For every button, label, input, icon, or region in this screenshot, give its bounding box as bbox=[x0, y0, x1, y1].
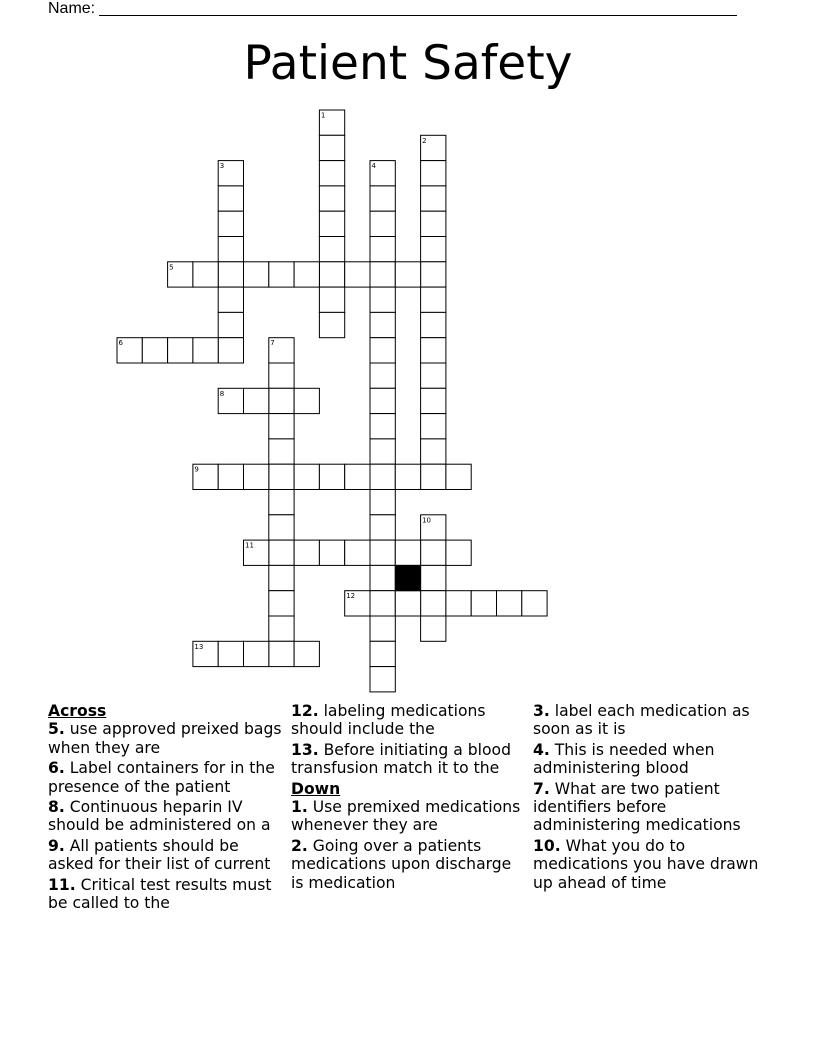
grid-cell[interactable] bbox=[319, 186, 344, 211]
clue-number: 13. bbox=[291, 740, 319, 759]
clue-number-label: 7 bbox=[270, 339, 275, 348]
grid-cell[interactable] bbox=[218, 237, 243, 262]
grid-cell[interactable] bbox=[218, 287, 243, 312]
grid-cell[interactable] bbox=[269, 515, 294, 540]
grid-cell[interactable] bbox=[269, 565, 294, 590]
grid-cell[interactable] bbox=[269, 641, 294, 666]
clues-column-1 bbox=[48, 702, 284, 914]
clue-text: use approved preixed bags when they are bbox=[48, 720, 282, 757]
grid-cell[interactable] bbox=[319, 237, 344, 262]
clue-number: 10. bbox=[533, 836, 561, 855]
grid-cell[interactable] bbox=[370, 262, 395, 287]
down-clue-list bbox=[291, 798, 527, 892]
grid-cell[interactable] bbox=[319, 262, 344, 287]
grid-cell[interactable] bbox=[319, 287, 344, 312]
clue-number-label: 2 bbox=[422, 136, 427, 145]
grid-cell[interactable] bbox=[522, 591, 547, 616]
clue-number: 6. bbox=[48, 759, 65, 778]
clue-item bbox=[533, 837, 763, 892]
clue-item bbox=[533, 702, 763, 739]
clue-text: labeling medications should include the bbox=[291, 702, 486, 739]
grid-cell[interactable] bbox=[395, 591, 420, 616]
grid-cell[interactable] bbox=[370, 565, 395, 590]
grid-cell[interactable] bbox=[421, 414, 446, 439]
clue-text: Before initiating a blood transfusion match it to the bbox=[291, 740, 511, 778]
across-clue-list-continued bbox=[291, 702, 527, 778]
clue-number: 8. bbox=[48, 798, 65, 817]
grid-cell[interactable] bbox=[446, 591, 471, 616]
clue-item bbox=[48, 876, 284, 913]
grid-cell[interactable] bbox=[370, 414, 395, 439]
grid-cell[interactable] bbox=[370, 338, 395, 363]
grid-cell[interactable] bbox=[269, 262, 294, 287]
clue-text: All patients should be asked for their list of current bbox=[48, 836, 271, 874]
grid-cell[interactable] bbox=[421, 616, 446, 641]
grid-cell[interactable] bbox=[370, 211, 395, 236]
grid-cell[interactable] bbox=[421, 464, 446, 489]
grid-cell[interactable] bbox=[319, 161, 344, 186]
clue-number: 9. bbox=[48, 836, 65, 855]
grid-cell[interactable] bbox=[218, 464, 243, 489]
grid-cell[interactable] bbox=[421, 186, 446, 211]
grid-cell[interactable] bbox=[370, 312, 395, 337]
grid-cell[interactable] bbox=[395, 464, 420, 489]
grid-cell[interactable] bbox=[421, 237, 446, 262]
grid-cell[interactable] bbox=[218, 262, 243, 287]
clue-text: Continuous heparin IV should be administered on a bbox=[48, 798, 271, 835]
grid-cell[interactable] bbox=[244, 262, 269, 287]
grid-cell[interactable] bbox=[294, 540, 319, 565]
clue-number: 5. bbox=[48, 720, 65, 739]
grid-cell[interactable] bbox=[370, 515, 395, 540]
clue-item bbox=[48, 720, 284, 757]
clue-item bbox=[48, 759, 284, 796]
grid-cell[interactable] bbox=[193, 338, 218, 363]
grid-cell[interactable] bbox=[370, 667, 395, 692]
clue-text: Critical test results must be called to the bbox=[48, 875, 272, 913]
clue-item bbox=[533, 741, 763, 778]
clues-column-3 bbox=[533, 702, 763, 894]
grid-cell[interactable] bbox=[471, 591, 496, 616]
grid-cell[interactable] bbox=[421, 388, 446, 413]
grid-cell[interactable] bbox=[319, 312, 344, 337]
grid-cell[interactable] bbox=[497, 591, 522, 616]
grid-cell[interactable] bbox=[244, 464, 269, 489]
grid-cell[interactable] bbox=[218, 186, 243, 211]
clues-column-2 bbox=[291, 702, 527, 894]
grid-cell[interactable] bbox=[370, 490, 395, 515]
grid-cell[interactable] bbox=[421, 312, 446, 337]
clue-text: What you do to medications you have drawn up ahead of time bbox=[533, 836, 759, 892]
grid-cell[interactable] bbox=[269, 388, 294, 413]
grid-cell[interactable] bbox=[244, 388, 269, 413]
clue-number: 1. bbox=[291, 798, 308, 817]
grid-cell[interactable] bbox=[370, 186, 395, 211]
clue-item bbox=[291, 798, 527, 835]
grid-cell[interactable] bbox=[269, 439, 294, 464]
grid-cell[interactable] bbox=[421, 439, 446, 464]
grid-cell[interactable] bbox=[370, 287, 395, 312]
grid-cell[interactable] bbox=[269, 464, 294, 489]
grid-cell[interactable] bbox=[421, 591, 446, 616]
grid-cell[interactable] bbox=[421, 211, 446, 236]
grid-cell[interactable] bbox=[269, 363, 294, 388]
clue-text: Use premixed medications whenever they are bbox=[291, 798, 521, 835]
clue-item bbox=[291, 741, 527, 778]
grid-cell[interactable] bbox=[269, 540, 294, 565]
across-heading: Across bbox=[48, 702, 107, 720]
grid-cell[interactable] bbox=[370, 237, 395, 262]
grid-cell[interactable] bbox=[421, 363, 446, 388]
down-clue-list-continued bbox=[533, 702, 763, 892]
clue-number-label: 11 bbox=[245, 541, 254, 550]
clue-number: 4. bbox=[533, 740, 550, 759]
grid-cell[interactable] bbox=[370, 464, 395, 489]
clue-item bbox=[48, 837, 284, 874]
clue-number-label: 12 bbox=[346, 592, 356, 601]
clue-item bbox=[48, 798, 284, 835]
grid-cell[interactable] bbox=[142, 338, 167, 363]
clue-number: 11. bbox=[48, 875, 76, 894]
grid-cell[interactable] bbox=[294, 464, 319, 489]
grid-cell[interactable] bbox=[421, 287, 446, 312]
grid-cell[interactable] bbox=[421, 262, 446, 287]
grid-cell[interactable] bbox=[294, 641, 319, 666]
clue-number-label: 6 bbox=[118, 339, 123, 348]
grid-cell[interactable] bbox=[319, 135, 344, 160]
clue-item bbox=[533, 780, 763, 835]
down-heading: Down bbox=[291, 779, 341, 798]
clue-number-label: 8 bbox=[219, 389, 225, 398]
grid-cell[interactable] bbox=[319, 211, 344, 236]
clue-number-label: 10 bbox=[422, 516, 432, 525]
grid-cell[interactable] bbox=[370, 439, 395, 464]
clue-number-label: 4 bbox=[371, 162, 376, 171]
grid-cell[interactable] bbox=[370, 388, 395, 413]
clue-text: Label containers for in the presence of the patient bbox=[48, 759, 275, 796]
grid-cell[interactable] bbox=[345, 464, 370, 489]
grid-cell[interactable] bbox=[168, 338, 193, 363]
grid-cell[interactable] bbox=[421, 338, 446, 363]
grid-cell[interactable] bbox=[269, 414, 294, 439]
clue-item bbox=[291, 837, 527, 892]
grid-cell[interactable] bbox=[218, 641, 243, 666]
grid-cell[interactable] bbox=[269, 490, 294, 515]
clue-number: 3. bbox=[533, 702, 550, 720]
clue-number-label: 9 bbox=[194, 465, 199, 474]
grid-cell[interactable] bbox=[294, 262, 319, 287]
grid-cell[interactable] bbox=[370, 363, 395, 388]
clue-item bbox=[291, 702, 527, 739]
clue-number: 12. bbox=[291, 702, 319, 720]
grid-cell[interactable] bbox=[421, 161, 446, 186]
grid-cell[interactable] bbox=[421, 565, 446, 590]
grid-cell[interactable] bbox=[319, 464, 344, 489]
clue-number-label: 3 bbox=[219, 162, 225, 171]
grid-cell[interactable] bbox=[345, 262, 370, 287]
grid-cell[interactable] bbox=[193, 262, 218, 287]
grid-cell[interactable] bbox=[269, 616, 294, 641]
clue-number-label: 13 bbox=[194, 642, 204, 651]
grid-cell[interactable] bbox=[345, 540, 370, 565]
grid-cell[interactable] bbox=[370, 616, 395, 641]
grid-cell[interactable] bbox=[370, 591, 395, 616]
clue-number-label: 5 bbox=[169, 263, 174, 272]
grid-cell[interactable] bbox=[446, 540, 471, 565]
clue-text: This is needed when administering blood bbox=[533, 740, 715, 778]
grid-cell[interactable] bbox=[269, 591, 294, 616]
grid-cell[interactable] bbox=[218, 338, 243, 363]
grid-cell[interactable] bbox=[294, 388, 319, 413]
clue-number: 2. bbox=[291, 836, 308, 855]
grid-cell[interactable] bbox=[218, 312, 243, 337]
clue-text: Going over a patients medications upon discharge is medication bbox=[291, 836, 512, 892]
grid-cell[interactable] bbox=[370, 641, 395, 666]
grid-cell[interactable] bbox=[395, 540, 420, 565]
grid-cell[interactable] bbox=[446, 464, 471, 489]
grid-cell[interactable] bbox=[218, 211, 243, 236]
across-clue-list bbox=[48, 720, 284, 912]
clue-number-label: 1 bbox=[320, 111, 326, 120]
page-title: Patient Safety bbox=[243, 36, 573, 91]
grid-cell[interactable] bbox=[319, 540, 344, 565]
grid-cell[interactable] bbox=[421, 540, 446, 565]
grid-cell[interactable] bbox=[244, 641, 269, 666]
name-label: Name: bbox=[48, 0, 96, 17]
black-cell bbox=[395, 565, 420, 590]
clue-number: 7. bbox=[533, 779, 550, 798]
clue-text: What are two patient identifiers before administering medications bbox=[533, 779, 741, 835]
grid-cell[interactable] bbox=[395, 262, 420, 287]
clue-text: label each medication as soon as it is bbox=[533, 702, 750, 739]
grid-cell[interactable] bbox=[370, 540, 395, 565]
